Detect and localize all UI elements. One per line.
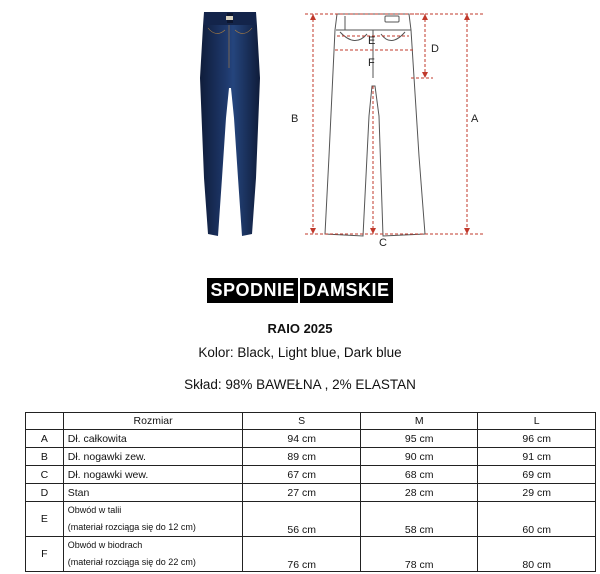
row-name: Dł. nogawki zew.	[63, 448, 243, 466]
row-name: Dł. całkowita	[63, 430, 243, 448]
row-value-l: 69 cm	[478, 466, 596, 484]
row-name-main: Obwód w talii	[67, 505, 122, 515]
row-value-s: 94 cm	[243, 430, 361, 448]
label-f: F	[368, 57, 375, 69]
label-c: C	[379, 237, 387, 249]
row-value-m: 58 cm	[360, 502, 478, 537]
table-row	[26, 430, 596, 448]
title-word-2: DAMSKIE	[300, 278, 393, 303]
model-name: RAIO 2025	[267, 321, 333, 336]
label-a: A	[471, 113, 479, 125]
row-value-l: 80 cm	[478, 537, 596, 572]
row-name-note: (materiał rozciąga się do 22 cm)	[67, 557, 196, 567]
composition-info: Skład: 98% BAWEŁNA , 2% ELASTAN	[184, 377, 416, 392]
jeans-photo	[180, 8, 280, 243]
product-title	[0, 278, 600, 303]
row-value-m: 28 cm	[360, 484, 478, 502]
row-name	[63, 537, 243, 572]
row-label: F	[26, 537, 64, 572]
row-value-s: 89 cm	[243, 448, 361, 466]
row-label: B	[26, 448, 64, 466]
label-b: B	[291, 113, 299, 125]
header-size-s: S	[243, 413, 361, 430]
label-e: E	[368, 35, 376, 47]
row-value-l: 96 cm	[478, 430, 596, 448]
table-row	[26, 537, 596, 572]
row-value-m: 78 cm	[360, 537, 478, 572]
table-row	[26, 484, 596, 502]
table-row	[26, 502, 596, 537]
header-size-l: L	[478, 413, 596, 430]
row-value-s: 56 cm	[243, 502, 361, 537]
row-value-l: 91 cm	[478, 448, 596, 466]
row-name: Dł. nogawki wew.	[63, 466, 243, 484]
row-value-m: 90 cm	[360, 448, 478, 466]
row-name: Stan	[63, 484, 243, 502]
row-value-l: 29 cm	[478, 484, 596, 502]
header-size-title: Rozmiar	[63, 413, 243, 430]
row-name	[63, 502, 243, 537]
row-value-m: 68 cm	[360, 466, 478, 484]
row-value-l: 60 cm	[478, 502, 596, 537]
header-label-cell	[26, 413, 64, 430]
header-size-m: M	[360, 413, 478, 430]
size-table	[25, 412, 596, 572]
row-value-s: 76 cm	[243, 537, 361, 572]
table-row	[26, 448, 596, 466]
row-label: D	[26, 484, 64, 502]
title-word-1: SPODNIE	[207, 278, 298, 303]
row-label: C	[26, 466, 64, 484]
row-value-s: 67 cm	[243, 466, 361, 484]
row-name-note: (materiał rozciąga się do 12 cm)	[67, 522, 196, 532]
jeans-diagram	[285, 6, 490, 250]
row-name-main: Obwód w biodrach	[67, 540, 143, 550]
color-info: Kolor: Black, Light blue, Dark blue	[198, 345, 402, 360]
row-label: E	[26, 502, 64, 537]
row-value-m: 95 cm	[360, 430, 478, 448]
table-row	[26, 466, 596, 484]
row-label: A	[26, 430, 64, 448]
row-value-s: 27 cm	[243, 484, 361, 502]
table-header-row	[26, 413, 596, 430]
label-d: D	[431, 43, 439, 55]
